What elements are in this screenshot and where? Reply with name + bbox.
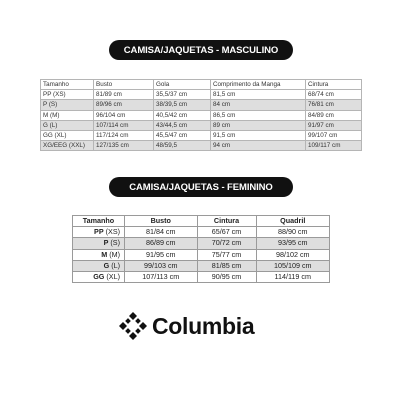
table-cell: GG (XL) (41, 131, 94, 141)
table-row (73, 238, 330, 249)
table-cell: 48/59,5 (154, 141, 211, 151)
columbia-diamond-icon (118, 311, 148, 341)
table-cell: 81,5 cm (211, 90, 306, 100)
table-cell: 68/74 cm (306, 90, 362, 100)
size-code: PP (94, 227, 104, 237)
table-cell: 91/95 cm (125, 249, 198, 260)
size-cell (73, 260, 125, 271)
header-cell: Busto (125, 216, 198, 227)
table-cell: 114/119 cm (256, 272, 330, 283)
table-cell: 81/85 cm (197, 260, 256, 271)
table-cell: 127/135 cm (94, 141, 154, 151)
table-cell: 45,5/47 cm (154, 131, 211, 141)
table-cell: G (L) (41, 120, 94, 130)
table-header-row (41, 80, 362, 90)
columbia-logo (118, 309, 288, 343)
size-alt: (XL) (106, 272, 120, 282)
size-cell (73, 272, 125, 283)
table-row (73, 260, 330, 271)
female-size-table (72, 215, 330, 283)
table-cell: 38/39,5 cm (154, 100, 211, 110)
table-cell: 109/117 cm (306, 141, 362, 151)
table-cell: 107/113 cm (125, 272, 198, 283)
female-section-title-text: CAMISA/JAQUETAS - FEMININO (129, 181, 273, 193)
table-cell: 70/72 cm (197, 238, 256, 249)
table-row (41, 141, 362, 151)
size-alt: (M) (109, 249, 120, 259)
table-cell: 91,5 cm (211, 131, 306, 141)
table-row (41, 120, 362, 130)
table-cell: 76/81 cm (306, 100, 362, 110)
table-cell: XG/EEG (XXL) (41, 141, 94, 151)
table-cell: 88/90 cm (256, 227, 330, 238)
table-cell: 94 cm (211, 141, 306, 151)
female-section-title (109, 177, 293, 197)
header-cell: Cintura (306, 80, 362, 90)
header-cell: Busto (94, 80, 154, 90)
table-header-row (73, 216, 330, 227)
table-cell: M (M) (41, 110, 94, 120)
table-cell: 84 cm (211, 100, 306, 110)
table-cell: 35,5/37 cm (154, 90, 211, 100)
table-row (41, 131, 362, 141)
table-cell: 99/103 cm (125, 260, 198, 271)
brand-name: Columbia (152, 312, 255, 339)
header-cell: Tamanho (41, 80, 94, 90)
table-row (41, 100, 362, 110)
size-cell (73, 227, 125, 238)
table-cell: 75/77 cm (197, 249, 256, 260)
header-cell: Quadril (256, 216, 330, 227)
table-cell: 89/96 cm (94, 100, 154, 110)
table-cell: 117/124 cm (94, 131, 154, 141)
table-row (41, 90, 362, 100)
male-section-title-text: CAMISA/JAQUETAS - MASCULINO (123, 44, 279, 56)
table-cell: 84/89 cm (306, 110, 362, 120)
table-cell: 90/95 cm (197, 272, 256, 283)
male-size-table (40, 79, 362, 151)
size-code: GG (93, 272, 105, 282)
header-cell: Cintura (197, 216, 256, 227)
table-cell: 65/67 cm (197, 227, 256, 238)
table-cell: 81/84 cm (125, 227, 198, 238)
size-code: M (101, 249, 108, 259)
table-cell: 93/95 cm (256, 238, 330, 249)
table-cell: PP (XS) (41, 90, 94, 100)
size-code: G (103, 260, 110, 270)
table-cell: 96/104 cm (94, 110, 154, 120)
header-cell: Comprimento da Manga (211, 80, 306, 90)
table-cell: 89 cm (211, 120, 306, 130)
table-cell: 40,5/42 cm (154, 110, 211, 120)
table-cell: 81/89 cm (94, 90, 154, 100)
header-cell: Tamanho (73, 216, 125, 227)
table-row (41, 110, 362, 120)
male-section-title (109, 40, 293, 60)
table-cell: 107/114 cm (94, 120, 154, 130)
table-cell: 86,5 cm (211, 110, 306, 120)
table-cell: P (S) (41, 100, 94, 110)
table-row (73, 227, 330, 238)
table-cell: 105/109 cm (256, 260, 330, 271)
table-cell: 98/102 cm (256, 249, 330, 260)
size-alt: (XS) (105, 227, 120, 237)
size-code: P (103, 238, 109, 248)
size-alt: (L) (111, 260, 120, 270)
table-cell: 86/89 cm (125, 238, 198, 249)
table-cell: 43/44,5 cm (154, 120, 211, 130)
size-alt: (S) (110, 238, 120, 248)
table-row (73, 272, 330, 283)
table-cell: 91/97 cm (306, 120, 362, 130)
size-cell (73, 238, 125, 249)
size-cell (73, 249, 125, 260)
table-row (73, 249, 330, 260)
table-cell: 99/107 cm (306, 131, 362, 141)
header-cell: Gola (154, 80, 211, 90)
